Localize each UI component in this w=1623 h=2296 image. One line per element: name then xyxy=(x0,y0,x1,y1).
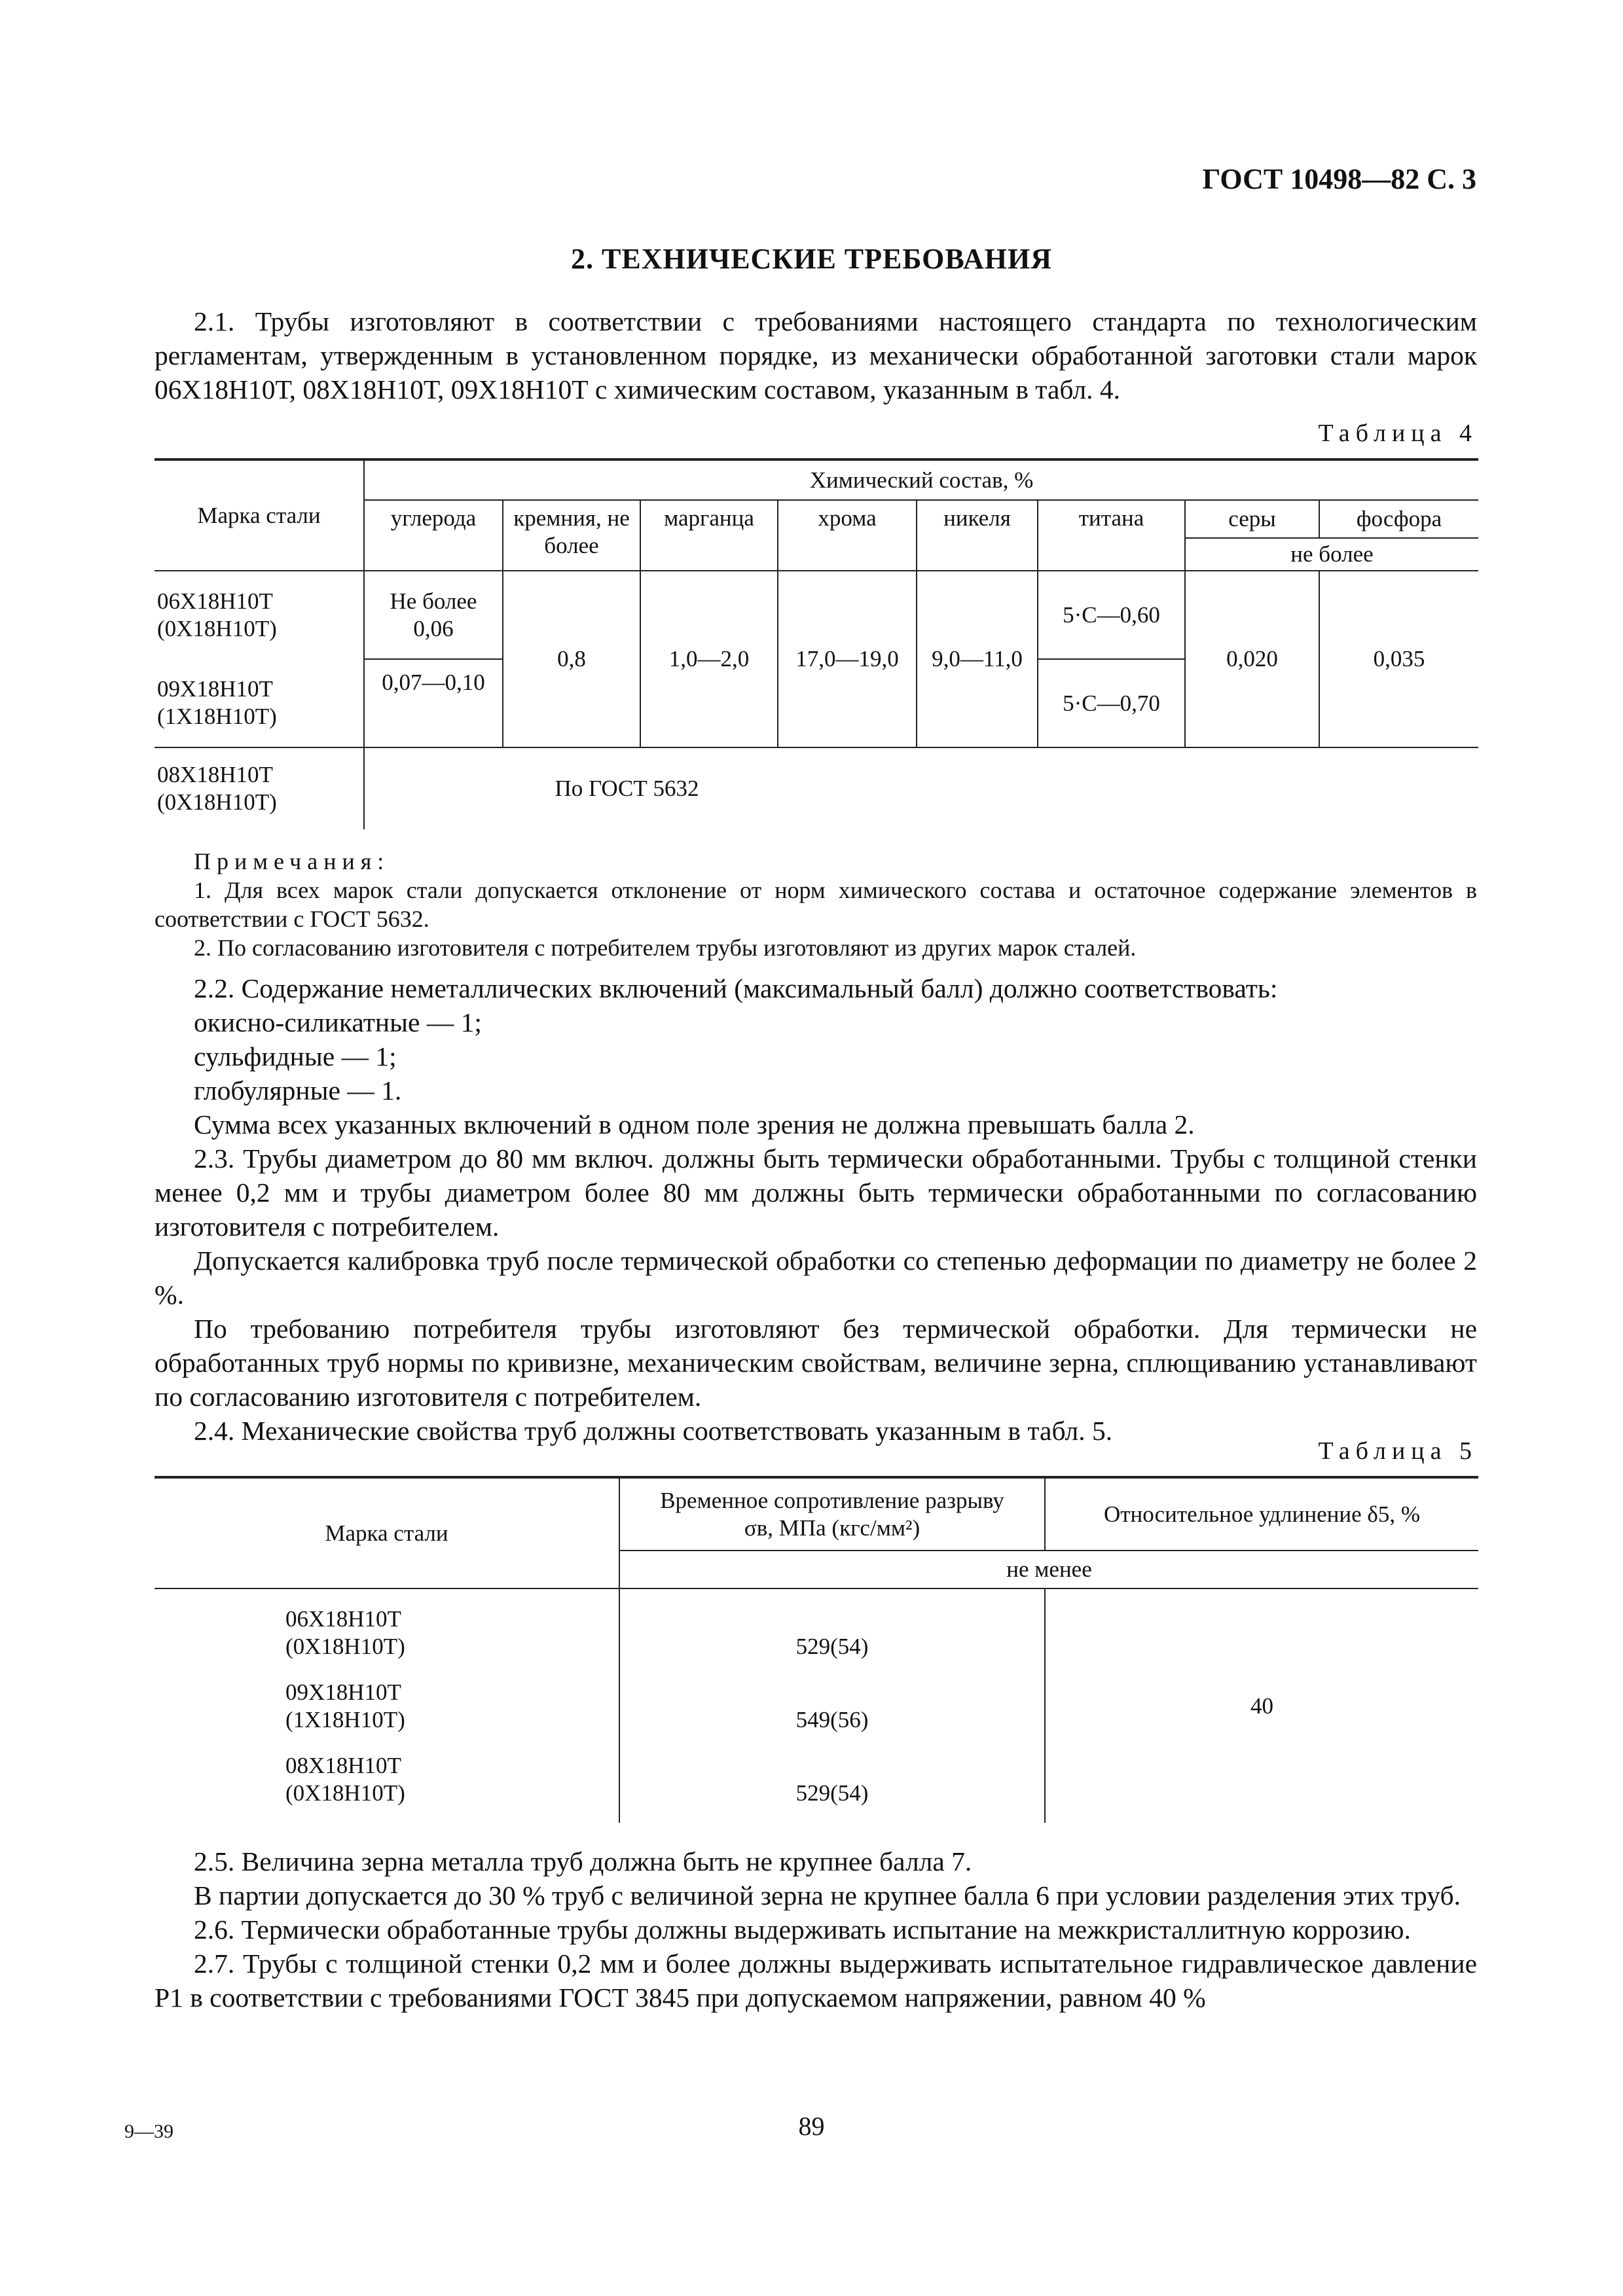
t4-composition-header: Химический состав, % xyxy=(364,459,1478,500)
t5-strength-2: 549(56) xyxy=(795,1706,869,1732)
table4-caption: Таблица 4 xyxy=(1318,420,1478,447)
body-text-2 xyxy=(155,1844,1477,2015)
inclusion-1: окисно-силикатные — 1; xyxy=(194,1007,482,1037)
t5-grade-3a: 08Х18Н10Т xyxy=(285,1752,401,1778)
paragraph-text: 2.1. Трубы изготовляют в соответствии с требованиями настоящего стандарта по технологическим регламентам, утвержденным в установленном порядке, из механически обработанной заготовки стали марок 06Х18Н10Т, 08Х18Н10Т, 09Х18Н10Т с химическим составом, указанным в табл. 4. xyxy=(155,306,1477,404)
table-4 xyxy=(155,458,1478,829)
t4-grade-header: Марка стали xyxy=(155,459,364,571)
t5-strength-3: 529(54) xyxy=(795,1780,869,1806)
t4-chromium: 17,0—19,0 xyxy=(778,571,917,747)
table-5 xyxy=(155,1476,1478,1823)
t4-carbon-1: Не более 0,06 xyxy=(364,571,503,659)
notes-title: Примечания: xyxy=(194,848,390,874)
t4-titanium-1: 5·С—0,60 xyxy=(1038,571,1185,659)
paragraph-2-2-sum: Сумма всех указанных включений в одном поле зрения не должна превышать балла 2. xyxy=(194,1109,1195,1139)
page-number: 89 xyxy=(798,2111,825,2141)
t4-col-silicon: кремния, не более xyxy=(503,500,640,571)
t4-col-manganese: марганца xyxy=(640,500,778,571)
t5-strength-header: Временное сопротивление разрыву σв, МПа (кгс/мм²) xyxy=(619,1477,1045,1551)
paragraph-2-5-b: В партии допускается до 30 % труб с величиной зерна не крупнее балла 6 при условии разделения этих труб. xyxy=(194,1880,1461,1910)
t5-elongation-header: Относительное удлинение δ5, % xyxy=(1045,1477,1478,1551)
t4-col-carbon: углерода xyxy=(364,500,503,571)
t4-nickel: 9,0—11,0 xyxy=(917,571,1038,747)
t5-strength-values xyxy=(619,1588,1045,1823)
t5-grade-2b: (1Х18Н10Т) xyxy=(285,1706,405,1732)
t4-not-more: не более xyxy=(1185,538,1478,571)
t4-sulfur: 0,020 xyxy=(1185,571,1319,747)
paragraph-2-3: 2.3. Трубы диаметром до 80 мм включ. должны быть термически обработанными. Трубы с толщиной стенки менее 0,2 мм и трубы диаметром более 80 мм должны быть термически обработанными по согласованию изготовителя с потребителем. xyxy=(155,1143,1477,1242)
t5-strength-1: 529(54) xyxy=(795,1633,869,1659)
t4-col-nickel: никеля xyxy=(917,500,1038,571)
paragraph-2-6: 2.6. Термически обработанные трубы должны выдерживать испытание на межкристаллитную коррозию. xyxy=(194,1914,1411,1945)
t5-grade-header: Марка стали xyxy=(155,1477,619,1588)
t4-col-sulfur: серы xyxy=(1185,500,1319,538)
section-title: 2. ТЕХНИЧЕСКИЕ ТРЕБОВАНИЯ xyxy=(571,243,1052,275)
inclusion-3: глобулярные — 1. xyxy=(194,1075,402,1105)
t4-grade-2: 09Х18Н10Т (1Х18Н10Т) xyxy=(155,659,364,747)
t4-grade-3-value: По ГОСТ 5632 xyxy=(364,747,1478,829)
paragraph-2-3-c: По требованию потребителя трубы изготовляют без термической обработки. Для термически не обработанных труб нормы по кривизне, механическим свойствам, величине зерна, сплющиванию устанавливают по согласованию изготовителя с потребителем. xyxy=(155,1314,1477,1412)
inclusion-2: сульфидные — 1; xyxy=(194,1041,397,1071)
t4-phosphorus: 0,035 xyxy=(1319,571,1478,747)
t4-grade-1: 06Х18Н10Т (0Х18Н10Т) xyxy=(155,571,364,659)
t5-elongation-value: 40 xyxy=(1045,1588,1478,1823)
t5-not-less: не менее xyxy=(619,1551,1478,1588)
t5-grade-2a: 09Х18Н10Т xyxy=(285,1679,401,1705)
paragraph-2-5: 2.5. Величина зерна металла труб должна быть не крупнее балла 7. xyxy=(194,1846,972,1876)
note-1: 1. Для всех марок стали допускается отклонение от норм химического состава и остаточное содержание элементов в соответствии с ГОСТ 5632. xyxy=(155,877,1477,932)
note-2: 2. По согласованию изготовителя с потребителем трубы изготовляют из других марок сталей. xyxy=(194,935,1137,961)
t5-grade-1a: 06Х18Н10Т xyxy=(285,1605,401,1632)
table5-caption: Таблица 5 xyxy=(1318,1437,1478,1465)
t4-carbon-2: 0,07—0,10 xyxy=(364,659,503,747)
t4-col-phosphorus: фосфора xyxy=(1319,500,1478,538)
paragraph-2-2: 2.2. Содержание неметаллических включений (максимальный балл) должно соответствовать: xyxy=(194,973,1278,1003)
paragraph-2-1 xyxy=(155,304,1477,406)
t4-col-titanium: титана xyxy=(1038,500,1185,571)
paragraph-2-3-b: Допускается калибровка труб после термической обработки со степенью деформации по диаметру не более 2 %. xyxy=(155,1246,1477,1310)
t5-grades xyxy=(155,1588,619,1823)
paragraph-2-4: 2.4. Механические свойства труб должны соответствовать указанным в табл. 5. xyxy=(194,1416,1113,1446)
notes xyxy=(155,847,1477,962)
t4-manganese: 1,0—2,0 xyxy=(640,571,778,747)
body-text xyxy=(155,971,1477,1448)
t4-col-chromium: хрома xyxy=(778,500,917,571)
t5-grade-3b: (0Х18Н10Т) xyxy=(285,1780,405,1806)
paragraph-2-7: 2.7. Трубы с толщиной стенки 0,2 мм и более должны выдерживать испытательное гидравлическое давление P1 в соответствии с требованиями ГОСТ 3845 при допускаемом напряжении, равном 40 % xyxy=(155,1948,1477,2013)
t4-silicon: 0,8 xyxy=(503,571,640,747)
page-header: ГОСТ 10498—82 С. 3 xyxy=(1202,163,1476,195)
t5-grade-1b: (0Х18Н10Т) xyxy=(285,1633,405,1659)
footer-code: 9—39 xyxy=(124,2121,173,2142)
t4-titanium-2: 5·С—0,70 xyxy=(1038,659,1185,747)
t4-grade-3: 08Х18Н10Т (0Х18Н10Т) xyxy=(155,747,364,829)
